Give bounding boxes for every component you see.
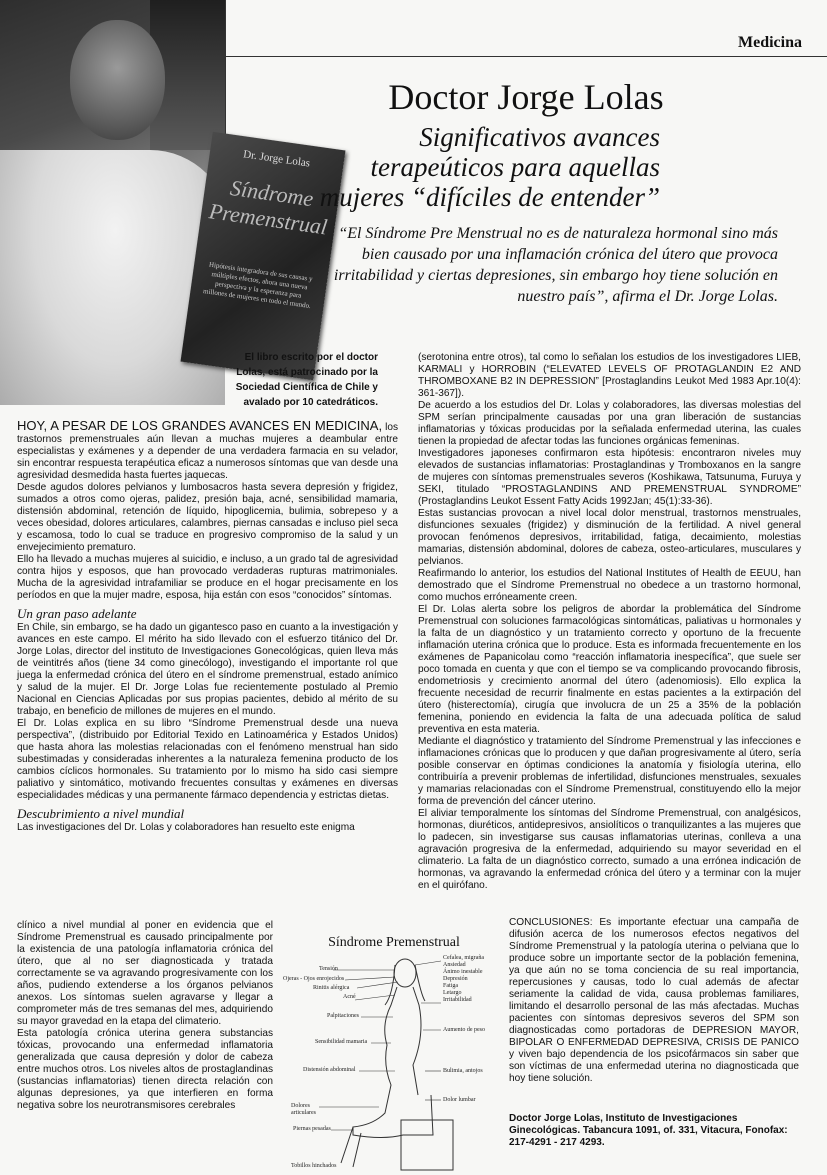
diagram-label: Tensión bbox=[319, 966, 338, 972]
diagram-label: Bulimia, antojos bbox=[443, 1068, 483, 1074]
book-title: Síndrome Premenstrual bbox=[207, 174, 329, 240]
paragraph: Estas sustancias provocan a nivel local dolor menstrual, trastornos menstruales, disfunciones sexuales (frigidez) y disminución de la fertilidad. A nivel general provocan fenómenos depresivos, irritabilidad, fatiga, decaimiento, molestias mamarias, distensión abdominal, dolores de cabeza, osteo-articulares, musculares y pelvianos. bbox=[418, 508, 801, 567]
diagram-title: Síndrome Premenstrual bbox=[328, 935, 460, 950]
page-title: Doctor Jorge Lolas bbox=[388, 77, 664, 117]
header-divider-vertical bbox=[225, 0, 226, 140]
paragraph: Mediante el diagnóstico y tratamiento del Síndrome Premenstrual y las infecciones e inflamaciones crónicas que lo producen y que dañan progresivamente al útero, sería posible conservar en óptimas condiciones la anatomía y fisiología uterina, ello contribuiría a prevenir problemas de infertilidad, disfunciones menstruales, sexuales y mamarias relacionadas con el Síndrome Premenstrual, constituyendo ello la mejor forma de prevención del cáncer uterino. bbox=[418, 736, 801, 807]
paragraph: CONCLUSIONES: Es importante efectuar una campaña de difusión acerca de los numerosos efectos negativos del Síndrome Premenstrual y la patología uterina o pelviana que lo produce sobre un importante sector de la población femenina, ya que aún no se toma conciencia de su real importancia, repercusiones y causas, todo lo cual además de afectar seriamente la calidad de vida, causa problemas familiares, limitando el desarrollo personal de las más afectadas. Muchas pacientes con síntomas depresivos severos del SPM son diagnosticadas como portadoras de DEPRESION MAYOR, BIPOLAR O ENFERMEDAD DEPRESIVA, CRISIS DE PANICO y viven bajo dependencia de los psicofármacos sin saber que son víctimas de una enfermedad uterina no diagnosticada que hoy tiene solución. bbox=[509, 917, 799, 1084]
right-column bbox=[418, 352, 801, 892]
paragraph: clínico a nivel mundial al poner en evidencia que el Síndrome Premenstrual es causado principalmente por la existencia de una patología inflamatoria crónica del útero, que al no ser diagnosticada y tratada correctamente se va agravando progresivamente con los años, pudiendo extenderse a los órganos pelvianos anexos. Los síntomas suelen agravarse y llegar a comprometer más de tres semanas del mes, adquiriendo su mayor gravedad en la etapa del climaterio. bbox=[17, 920, 273, 1027]
diagram-label: Rinitis alérgica bbox=[313, 985, 350, 991]
left-column-lower bbox=[17, 920, 273, 1112]
diagram-label: Sensibilidad mamaria bbox=[315, 1039, 368, 1045]
lead-quote: “El Síndrome Pre Menstrual no es de naturaleza hormonal sino más bien causado por una inflamación crónica del útero que provoca irritabilidad y ciertas depresiones, sin embargo hoy tiene solución en nuestro país”, afirma el Dr. Jorge Lolas. bbox=[333, 225, 778, 305]
book-blurb: Hipótesis integradora de sus causas y múltiples efectos, ahora una nueva perspectiva y la esperanza para millones de mujeres en todo el mundo. bbox=[202, 260, 314, 311]
paragraph: HOY, A PESAR DE LOS GRANDES AVANCES EN MEDICINA, los trastornos premenstruales aún llevan a muchas mujeres a deambular entre especialistas y exámenes y a depender de una verdadera farmacia en su velador, sin encontrar respuesta terapéutica eficaz a numerosos síntomas que van desde una agresividad desmedida hasta fuertes jaquecas. bbox=[17, 418, 398, 481]
paragraph: El Dr. Lolas alerta sobre los peligros de abordar la problemática del Síndrome Premenstrual con soluciones farmacológicas sintomáticas, paliativas u hormonales y la falta de un diagnóstico y un tratamiento correcto y oportuno de la frecuente inflamación uterina crónica que lo produce. Esta es informada frecuentemente en los exámenes de Papanicolau como “reacción inflamatoria inespecífica”, que suele ser poco tomada en cuenta y que con el tiempo se va complicando provocando fibrosis, endometriosis y crecimiento anormal del útero (adenomiosis). Ello explica la frecuente necesidad de recurrir finalmente en estas pacientes a la extirpación del útero (histerectomía), cirugía que involucra de un 25 a 35% de la población femenina, poniendo en evidencia la falta de una adecuada política de salud preventiva en esta materia. bbox=[418, 604, 801, 735]
paragraph: De acuerdo a los estudios del Dr. Lolas y colaboradores, las diversas molestias del SPM serían principalmente causadas por una gran liberación de sustancias inflamatorias y tóxicas producidas por la señalada enfermedad uterina, las cuales tienen la propiedad de afectar todas las funciones orgánicas femeninas. bbox=[418, 400, 801, 447]
header-divider bbox=[225, 56, 827, 57]
signature: Doctor Jorge Lolas, Instituto de Investigaciones Ginecológicas. Tabancura 1091, of. 331, Vitacura, Fonofax: 217-4291 - 217 4293. bbox=[509, 1113, 788, 1148]
paragraph: Reafirmando lo anterior, los estudios del National Institutes of Health de EEUU, han demostrado que el Síndrome Premenstrual no obedece a un trastorno hormonal, como muchos erróneamente creen. bbox=[418, 568, 801, 603]
diagram-label: Acné bbox=[343, 994, 356, 1000]
diagram-label: Fatiga bbox=[443, 983, 458, 989]
diagram-label: Palpitaciones bbox=[327, 1013, 359, 1019]
paragraph: El aliviar temporalmente los síntomas del Síndrome Premenstrual, con analgésicos, hormonas, diuréticos, antidepresivos, ansiolíticos o tranquilizantes a las mujeres que lo padecen, sin investigarse sus causas inflamatorias uterinas, conlleva a una agravación progresiva de la enfermedad, adquiriendo su mayor severidad en el climaterio. La falta de un diagnóstico correcto, sumado a una errónea indicación de hormonas, va agravando la enfermedad crónica del útero y a terminar con la mujer en el quirófano. bbox=[418, 808, 801, 891]
diagram-label: Ojeras - Ojos enrojecidos bbox=[283, 976, 345, 982]
paragraph: El Dr. Lolas explica en su libro “Síndrome Premenstrual desde una nueva perspectiva”, (distribuido por Editorial Texido en Latinoamérica y Estados Unidos) que hasta ahora las molestias relacionadas con el fenómeno menstrual han sido subestimadas y consideradas inherentes a la naturaleza femenina producto de los cambios cíclicos hormonales. Su tratamiento por lo mismo ha sido casi siempre paliativo y sintomático, motivando frecuentes consultas y exámenes en diversas especialidades médicas y una permanente fármaco dependencia y estrictas dietas. bbox=[17, 718, 398, 801]
paragraph: Ello ha llevado a muchas mujeres al suicidio, e incluso, a un grado tal de agresividad contra hijos y esposos, que han provocado verdaderas rupturas matrimoniales. Mucha de la agresividad intrafamiliar se produce en el hogar precisamente en los períodos en que la mujer madre, esposa, hija están con esos “conocidos” síntomas. bbox=[17, 554, 398, 601]
diagram-label: Irritabilidad bbox=[443, 997, 472, 1003]
diagram-label: Dolores articulares bbox=[291, 1103, 316, 1116]
subheading: Un gran paso adelante bbox=[17, 606, 137, 621]
paragraph: Investigadores japoneses confirmaron esta hipótesis: encontraron niveles muy elevados de sustancias inflamatorias: Prostaglandinas y Tromboxanos en la sangre de mujeres con síntomas premenstruales severos (Koshikawa, Tatsunuma, Furuya y SEKI, titulado “PROSTAGLANDINS AND PREMENSTRUAL SYNDROME” (Prostaglandins Leukot Essent Fatty Acids 1992Jan; 45(1):33-36). bbox=[418, 448, 801, 507]
paragraph: Desde agudos dolores pelvianos y lumbosacros hasta severa depresión y frigidez, sumados a otros como ojeras, palidez, presión baja, acné, sensibilidad mamaria, distensión abdominal, retención de líquido, hipoglicemia, bulimia, sobrepeso y a veces obesidad, dolores articulares, calambres, piernas cansadas e incluso piel seca y escamosa, todo lo cual se traduce en progresivo compromiso de la salud y un envejecimiento prematuro. bbox=[17, 482, 398, 553]
subtitle: Significativos avances terapeúticos para aquellas mujeres “difíciles de entender” bbox=[319, 122, 660, 212]
opening-caps: HOY, A PESAR DE LOS GRANDES AVANCES EN MEDICINA, bbox=[17, 418, 383, 433]
left-column bbox=[17, 420, 398, 834]
diagram-label: Distensión abdominal bbox=[303, 1067, 356, 1073]
diagram-label: Piernas pesadas bbox=[293, 1126, 331, 1132]
diagram-label: Ánimo inestable bbox=[443, 969, 483, 975]
diagram-label: Letargo bbox=[443, 990, 462, 996]
conclusions bbox=[509, 917, 799, 1085]
diagram-label: Dolor lumbar bbox=[443, 1097, 476, 1103]
section-label: Medicina bbox=[738, 34, 802, 51]
diagram-label: Cefalea, migraña bbox=[443, 955, 484, 961]
paragraph: En Chile, sin embargo, se ha dado un gigantesco paso en cuanto a la investigación y avances en este campo. El mérito ha sido llevado con el esfuerzo titánico del Dr. Jorge Lolas, director del instituto de Investigaciones Gonecológicas, quien lleva más de veintitrés años (tiene 34 como ginecólogo), investigando el importante rol que juega la enfermedad crónica del útero en el síndrome premenstrual, estado anímico y salud de la mujer. El Dr. Jorge Lolas fue recientemente postulado al Premio Nacional en Ciencias Aplicadas por sus propias pacientes, debido al mérito de su trabajo, en beneficio de millones de mujeres en el mundo. bbox=[17, 622, 398, 717]
subheading: Descubrimiento a nivel mundial bbox=[17, 806, 185, 821]
diagram-label: Tobillos hinchados bbox=[291, 1163, 337, 1169]
paragraph: (serotonina entre otros), tal como lo señalan los estudios de los investigadores LIEB, KARMALI y HORROBIN (“ELEVATED LEVELS OF PROTAGLANDIN E2 AND THROMBOXANE B2 IN DEPRESSION” [Prostaglandins Leukot Med 1983 Apr.10(4): 361-367]). bbox=[418, 352, 801, 399]
book-caption: El libro escrito por el doctor Lolas, está patrocinado por la Sociedad Científica de Chile y avalado por 10 catedráticos. bbox=[235, 352, 378, 408]
paragraph: Las investigaciones del Dr. Lolas y colaboradores han resuelto este enigma bbox=[17, 822, 355, 833]
book-author: Dr. Jorge Lolas bbox=[242, 148, 311, 170]
diagram-label: Ansiedad bbox=[443, 962, 466, 968]
conclusions-heading: CONCLUSIONES: bbox=[509, 917, 593, 928]
symptoms-diagram bbox=[283, 935, 505, 1175]
paragraph: Esta patología crónica uterina genera substancias tóxicas, provocando una enfermedad inflamatoria generalizada que causa depresión y dolor de cabeza entre muchos otros. Los niveles altos de prostaglandinas (sustancias inflamatorias) tienen directa relación con algunas depresiones, ya que interfieren en forma negativa sobre los neurotransmisores cerebrales bbox=[17, 1028, 273, 1111]
diagram-label: Aumento de peso bbox=[443, 1027, 485, 1033]
diagram-label: Depresión bbox=[443, 976, 468, 982]
